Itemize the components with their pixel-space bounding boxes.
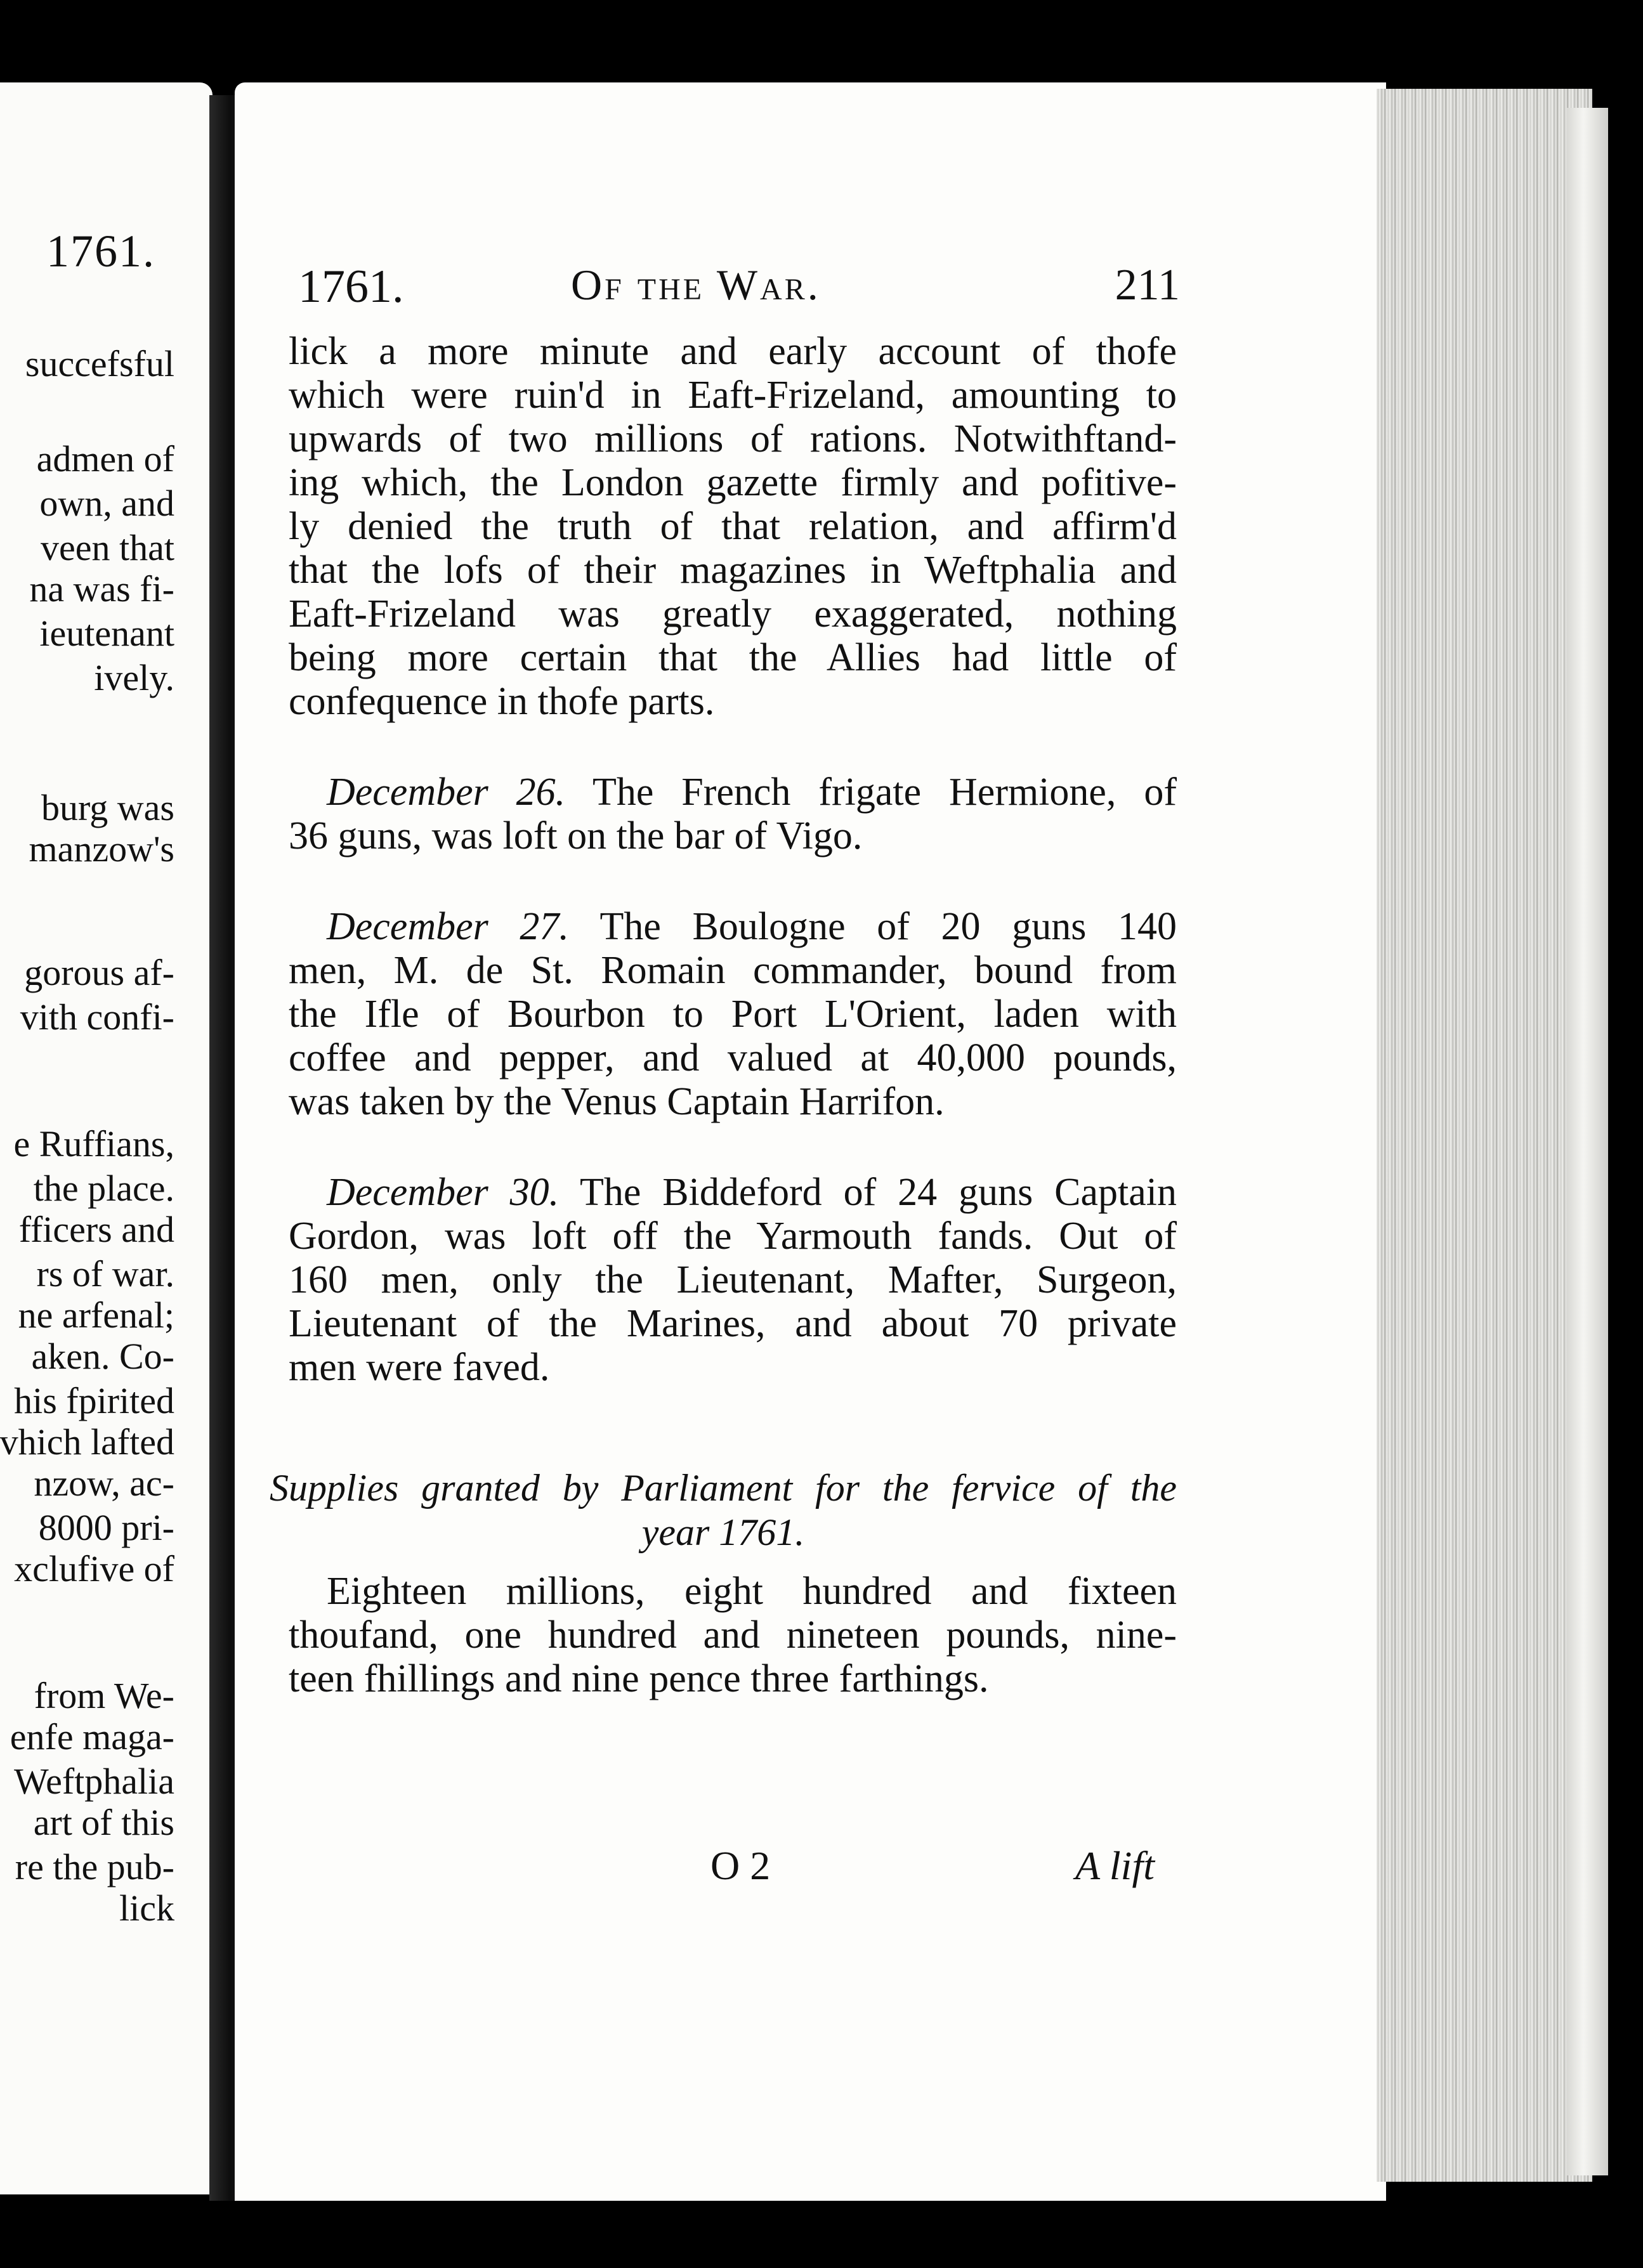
catchword: A lift bbox=[1075, 1843, 1155, 1888]
entry-text: The Boulogne of 20 guns 140 bbox=[599, 905, 1177, 948]
left-page-line: his fpirited bbox=[14, 1380, 174, 1421]
text-line: confequence in thofe parts. bbox=[289, 680, 715, 723]
text-line: men, M. de St. Romain commander, bound from bbox=[289, 949, 1177, 992]
text-line: men were faved. bbox=[289, 1346, 550, 1389]
text-line: which were ruin'd in Eaft-Frizeland, amounting to bbox=[289, 374, 1177, 417]
left-page-line: admen of bbox=[36, 438, 174, 479]
left-page-line: art of this bbox=[33, 1802, 174, 1843]
left-page-year: 1761. bbox=[46, 226, 155, 277]
text-line: upwards of two millions of rations. Notwithftand- bbox=[289, 417, 1177, 460]
paragraph bbox=[289, 905, 1177, 1124]
text-line bbox=[289, 771, 1177, 814]
text-line bbox=[289, 905, 1177, 949]
left-page-line: vhich lafted bbox=[0, 1421, 174, 1463]
left-page-line: rs of war. bbox=[36, 1253, 174, 1294]
left-page-line: the place. bbox=[33, 1168, 174, 1209]
left-page-line: nzow, ac- bbox=[34, 1463, 174, 1504]
text-line: Eaft-Frizeland was greatly exaggerated, nothing bbox=[289, 592, 1177, 635]
text-line: 36 guns, was loft on the bar of Vigo. bbox=[289, 814, 863, 857]
left-page-line: enfe maga- bbox=[10, 1716, 174, 1757]
header-year: 1761. bbox=[298, 261, 404, 313]
paragraph bbox=[289, 771, 1177, 858]
text-line: Lieutenant of the Marines, and about 70 private bbox=[289, 1302, 1177, 1345]
left-page-line: Weftphalia bbox=[14, 1761, 174, 1802]
left-page-line: ne arfenal; bbox=[18, 1294, 174, 1336]
left-page-line: xclufive of bbox=[14, 1548, 174, 1589]
supplies-heading bbox=[270, 1466, 1177, 1554]
left-page-line: ieutenant bbox=[39, 613, 174, 654]
text-line: lick a more minute and early account of thofe bbox=[289, 330, 1177, 373]
entry-text: The Biddeford of 24 guns Captain bbox=[579, 1171, 1177, 1214]
supplies-line: Eighteen millions, eight hundred and fixteen bbox=[327, 1570, 1177, 1613]
left-page-line: ively. bbox=[94, 657, 174, 698]
text-line: that the lofs of their magazines in Weftphalia and bbox=[289, 549, 1177, 592]
supplies-heading-line: year 1761. bbox=[641, 1511, 805, 1553]
left-page-line: from We- bbox=[34, 1675, 174, 1716]
left-page-line: burg was bbox=[41, 787, 174, 828]
text-line: ing which, the London gazette firmly and pofitive- bbox=[289, 461, 1177, 504]
page-fore-edge bbox=[1377, 89, 1592, 2182]
left-page-line: 8000 pri- bbox=[38, 1507, 174, 1548]
supplies-line: teen fhillings and nine pence three farthings. bbox=[289, 1657, 989, 1700]
text-line: coffee and pepper, and valued at 40,000 pounds, bbox=[289, 1036, 1177, 1079]
running-header bbox=[298, 260, 1180, 317]
left-page-line: vith confi- bbox=[20, 996, 174, 1038]
text-line: the Ifle of Bourbon to Port L'Orient, laden with bbox=[289, 993, 1177, 1036]
page-body bbox=[270, 330, 1177, 1748]
left-page-line: fficers and bbox=[18, 1209, 174, 1250]
header-title: Of the War. bbox=[571, 261, 821, 309]
entry-date: December 26. bbox=[327, 771, 566, 814]
supplies-heading-line: Supplies granted by Parliament for the fervice of the bbox=[270, 1467, 1177, 1509]
text-line bbox=[289, 1171, 1177, 1215]
text-line: being more certain that the Allies had little of bbox=[289, 636, 1177, 679]
entry-date: December 30. bbox=[327, 1171, 560, 1214]
left-page-line: veen that bbox=[41, 527, 174, 568]
left-page-line: e Ruffians, bbox=[13, 1123, 174, 1164]
left-facing-page bbox=[0, 82, 213, 2194]
signature-mark: O 2 bbox=[710, 1843, 771, 1888]
left-page-line: gorous af- bbox=[24, 952, 174, 993]
text-line: Gordon, was loft off the Yarmouth fands. Out of bbox=[289, 1215, 1177, 1258]
left-page-line: manzow's bbox=[29, 828, 174, 870]
paragraph bbox=[289, 1171, 1177, 1390]
left-page-line: re the pub- bbox=[15, 1846, 174, 1887]
page-fore-edge-outer bbox=[1567, 108, 1608, 2175]
supplies-paragraph bbox=[289, 1570, 1177, 1701]
text-line: 160 men, only the Lieutenant, Mafter, Surgeon, bbox=[289, 1258, 1177, 1301]
left-page-line: own, and bbox=[39, 483, 174, 524]
left-page-line: succefsful bbox=[25, 343, 174, 384]
text-line: was taken by the Venus Captain Harrifon. bbox=[289, 1080, 945, 1123]
text-line: ly denied the truth of that relation, and affirm'd bbox=[289, 505, 1177, 548]
paragraphs bbox=[289, 330, 1177, 1390]
entry-text: The French frigate Hermione, of bbox=[592, 771, 1177, 814]
left-page-line: aken. Co- bbox=[31, 1336, 174, 1377]
left-page-line: na was fi- bbox=[29, 568, 174, 609]
entry-date: December 27. bbox=[327, 905, 569, 948]
paragraph bbox=[289, 330, 1177, 724]
page-number: 211 bbox=[1115, 261, 1180, 310]
left-page-line: lick bbox=[119, 1887, 174, 1929]
supplies-line: thoufand, one hundred and nineteen pounds, nine- bbox=[289, 1613, 1177, 1657]
